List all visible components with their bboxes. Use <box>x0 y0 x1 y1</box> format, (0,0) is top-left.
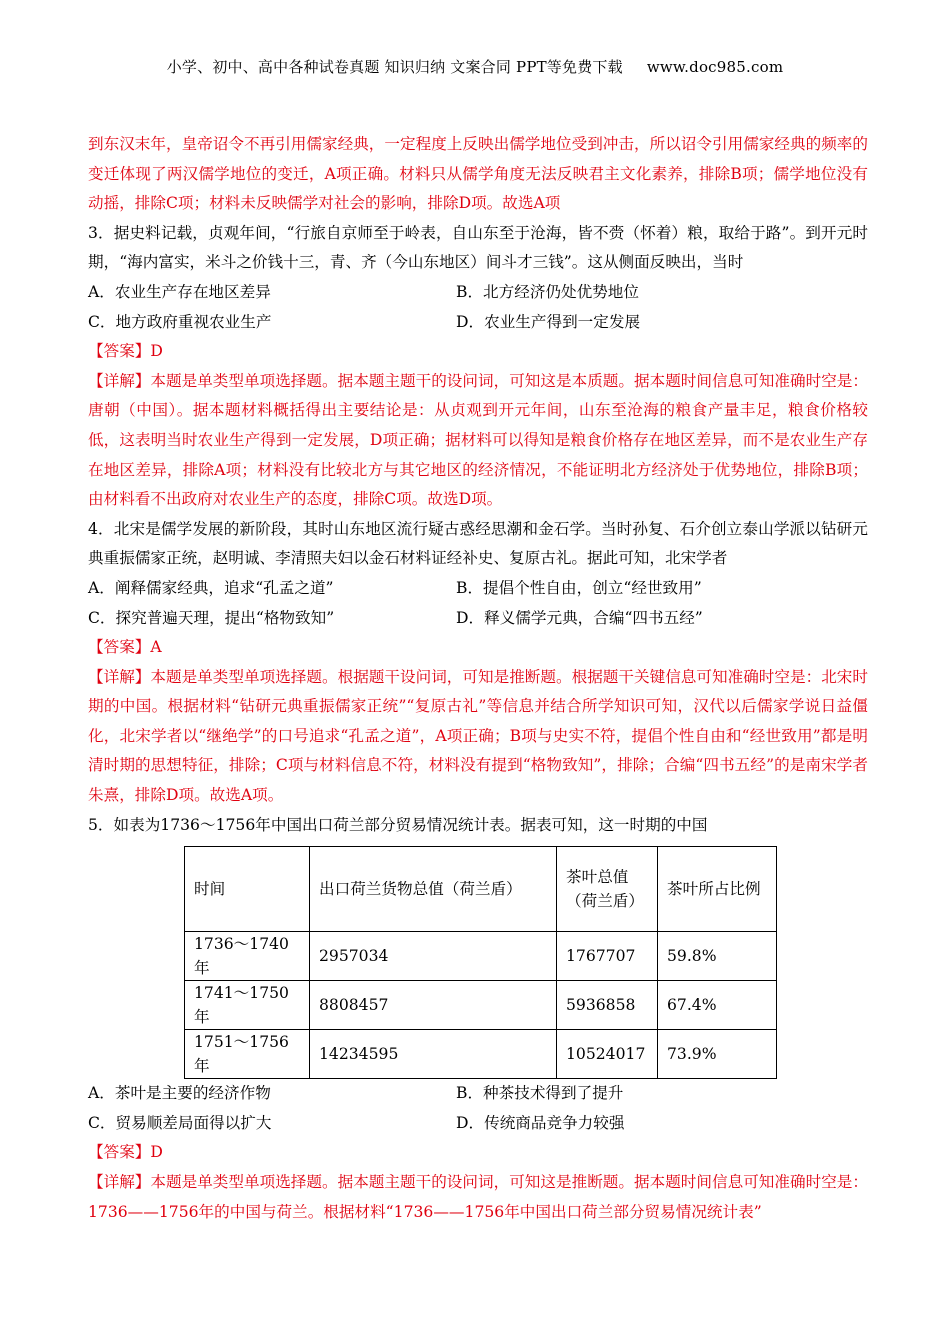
table-row <box>185 981 777 1030</box>
table-header-cell: 茶叶总值（荷兰盾） <box>557 847 658 932</box>
table-header-cell: 茶叶所占比例 <box>658 847 777 932</box>
q5-stem: 5．如表为1736～1756年中国出口荷兰部分贸易情况统计表。据表可知，这一时期的中国 <box>88 815 708 834</box>
q4-option-a: A．阐释儒家经典，追求“孔孟之道” <box>88 578 334 597</box>
q4-option-d: D．释义儒学元典，合编“四书五经” <box>456 608 703 627</box>
q5-option-d: D．传统商品竞争力较强 <box>456 1113 625 1132</box>
q5-answer-value: D <box>150 1143 163 1162</box>
table-header-cell: 出口荷兰货物总值（荷兰盾） <box>310 847 557 932</box>
q4-options <box>88 574 868 633</box>
q4-answer-label: 【答案】 <box>88 638 151 657</box>
table-cell: 2957034 <box>310 932 557 981</box>
q3-option-a: A．农业生产存在地区差异 <box>88 282 271 301</box>
table-cell: 1736～1740年 <box>185 932 310 981</box>
q3-answer <box>88 337 868 367</box>
q5-option-c: C．贸易顺差局面得以扩大 <box>88 1113 272 1132</box>
table-header-cell: 时间 <box>185 847 310 932</box>
q5-answer-label: 【答案】 <box>88 1143 151 1162</box>
q3-option-d: D．农业生产得到一定发展 <box>456 312 641 331</box>
q4-stem: 4．北宋是儒学发展的新阶段，其时山东地区流行疑古惑经思潮和金石学。当时孙复、石介创立泰山学派以钻研元典重振儒家正统，赵明诚、李清照夫妇以金石材料证经补史、复原古礼。据此可知，北宋学者 <box>88 519 868 568</box>
q3-stem: 3．据史料记载，贞观年间，“行旅自京师至于岭表，自山东至于沧海，皆不赍（怀着）粮，取给于路”。到开元时期，“海内富实，米斗之价钱十三，青、齐（今山东地区）间斗才三钱”。这从侧面反映出，当时 <box>88 223 868 272</box>
table-cell: 59.8% <box>658 932 777 981</box>
q5-option-b: B．种茶技术得到了提升 <box>456 1084 624 1103</box>
table-cell: 1767707 <box>557 932 658 981</box>
document-body <box>88 130 868 1227</box>
table-row <box>185 1030 777 1079</box>
q4-answer-value: A <box>150 638 162 657</box>
q5-options <box>88 1079 868 1138</box>
q5-answer <box>88 1138 868 1168</box>
table-cell: 8808457 <box>310 981 557 1030</box>
table-cell: 73.9% <box>658 1030 777 1079</box>
q3-option-c: C．地方政府重视农业生产 <box>88 312 272 331</box>
q5-option-a: A．茶叶是主要的经济作物 <box>88 1084 271 1103</box>
table-cell: 67.4% <box>658 981 777 1030</box>
q4-option-b: B．提倡个性自由，创立“经世致用” <box>456 578 702 597</box>
q5-explanation: 【详解】本题是单类型单项选择题。据本题主题干的设问词，可知这是推断题。据本题时间信息可知准确时空是：1736——1756年的中国与荷兰。根据材料“1736——1756年中国出口荷兰部分贸易情况统计表” <box>88 1173 868 1221</box>
q4-option-c: C．探究普遍天理，提出“格物致知” <box>88 608 335 627</box>
header-site-link[interactable]: www.doc985.com <box>646 58 784 76</box>
table-cell: 1741～1750年 <box>185 981 310 1030</box>
table-cell: 1751～1756年 <box>185 1030 310 1079</box>
q4-explanation: 【详解】本题是单类型单项选择题。根据题干设问词，可知是推断题。根据题干关键信息可知准确时空是：北宋时期的中国。根据材料“钻研元典重振儒家正统”“复原古礼”等信息并结合所学知识可知，汉代以后儒家学说日益僵化，北宋学者以“继绝学”的口号追求“孔孟之道”，A项正确；B项与史实不符，提倡个性自由和“经世致用”都是明清时期的思想特征，排除；C项与材料信息不符，材料没有提到“格物致知”，排除；合编“四书五经”的是南宋学者朱熹，排除D项。故选A项。 <box>88 667 868 805</box>
table-cell: 10524017 <box>557 1030 658 1079</box>
table-header-row <box>185 847 777 932</box>
header-text: 小学、初中、高中各种试卷真题 知识归纳 文案合同 PPT等免费下载 <box>166 58 623 76</box>
page-header <box>0 56 950 77</box>
table-cell: 5936858 <box>557 981 658 1030</box>
q3-answer-label: 【答案】 <box>88 342 151 361</box>
trade-table <box>184 846 777 1079</box>
table-row <box>185 932 777 981</box>
q3-option-b: B．北方经济仍处优势地位 <box>456 282 639 301</box>
q4-answer <box>88 633 868 663</box>
q3-explanation: 【详解】本题是单类型单项选择题。据本题主题干的设问词，可知这是本质题。据本题时间信息可知准确时空是：唐朝（中国）。据本题材料概括得出主要结论是：从贞观到开元年间，山东至沧海的粮食产量丰足，粮食价格较低，这表明当时农业生产得到一定发展，D项正确；据材料可以得知是粮食价格存在地区差异，而不是农业生产存在地区差异，排除A项；材料没有比较北方与其它地区的经济情况，不能证明北方经济处于优势地位，排除B项；由材料看不出政府对农业生产的态度，排除C项。故选D项。 <box>88 371 868 509</box>
q3-options <box>88 278 868 337</box>
table-cell: 14234595 <box>310 1030 557 1079</box>
q2-explanation-tail: 到东汉末年，皇帝诏令不再引用儒家经典，一定程度上反映出儒学地位受到冲击，所以诏令引用儒家经典的频率的变迁体现了两汉儒学地位的变迁，A项正确。材料只从儒学角度无法反映君主文化素养，排除B项；儒学地位没有动摇，排除C项；材料未反映儒学对社会的影响，排除D项。故选A项 <box>88 135 868 213</box>
q3-answer-value: D <box>150 342 163 361</box>
